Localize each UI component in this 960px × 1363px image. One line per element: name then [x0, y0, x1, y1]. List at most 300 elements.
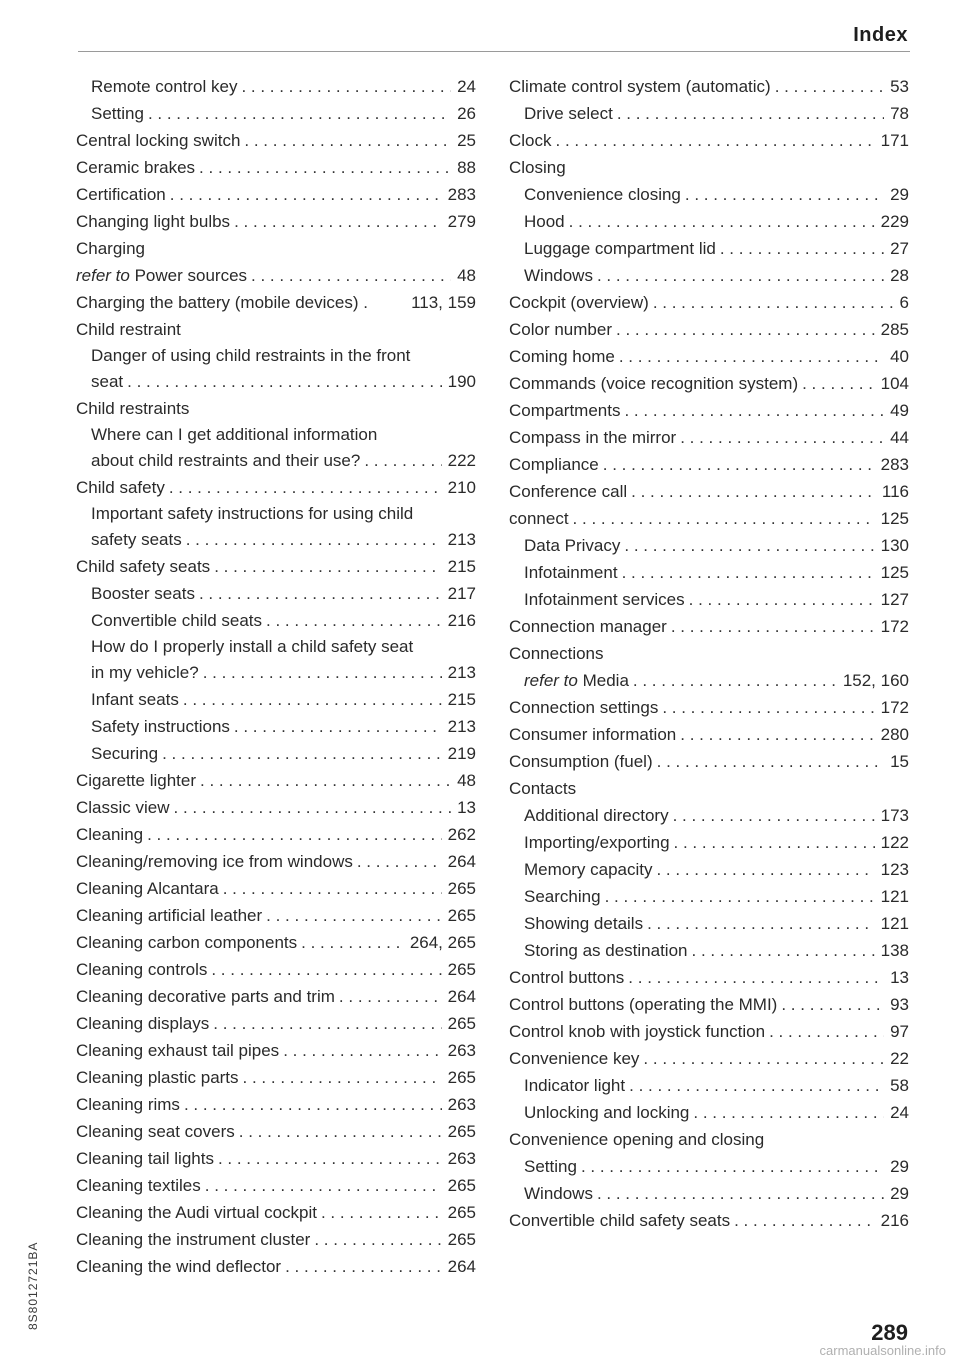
index-entry	[509, 802, 909, 829]
index-entry	[76, 553, 476, 580]
dot-leader	[243, 1064, 442, 1091]
index-entry	[509, 424, 909, 451]
dot-leader	[680, 721, 874, 748]
index-entry	[509, 370, 909, 397]
index-entry-text: Connections	[509, 644, 604, 663]
index-entry	[76, 447, 476, 474]
index-entry-page: 125	[880, 563, 909, 582]
index-entry-text: Safety instructions	[91, 717, 230, 736]
index-entry	[76, 956, 476, 983]
index-entry-page: 15	[890, 752, 909, 771]
document-code: 8S8012721BA	[26, 1241, 40, 1330]
index-entry	[76, 422, 476, 447]
index-entry-text: Cigarette lighter	[76, 771, 197, 790]
index-entry-label	[76, 1091, 180, 1118]
index-entry-label	[76, 181, 166, 208]
index-entry-page: 113, 159	[411, 293, 476, 312]
index-entry-page: 25	[457, 131, 476, 150]
index-entry	[76, 1199, 476, 1226]
index-entry-text: Infotainment services	[524, 590, 685, 609]
index-entry-text: Cleaning carbon components	[76, 933, 298, 952]
index-entry-page: 28	[890, 266, 909, 285]
index-entry-text: Consumer information	[509, 725, 677, 744]
index-entry	[509, 1207, 909, 1234]
index-entry-page: 263	[447, 1149, 476, 1168]
index-entry-text: Memory capacity	[524, 860, 653, 879]
index-entry-page: 216	[447, 611, 476, 630]
dot-leader	[802, 370, 875, 397]
index-entry-text: Data Privacy	[524, 536, 621, 555]
index-entry-label	[509, 748, 653, 775]
index-entry	[509, 721, 909, 748]
index-entry	[509, 1072, 909, 1099]
dot-leader	[619, 343, 884, 370]
dot-leader	[184, 1091, 442, 1118]
index-entry-text: Cleaning controls	[76, 960, 208, 979]
index-entry	[76, 1118, 476, 1145]
index-entry-text: Child restraint	[76, 320, 181, 339]
index-entry-page: 215	[447, 557, 476, 576]
index-entry-page: 263	[447, 1095, 476, 1114]
index-entry-text: Danger of using child restraints in the front	[91, 346, 411, 365]
index-entry-text: Color number	[509, 320, 612, 339]
index-entry-page: 222	[447, 451, 476, 470]
index-entry-label	[76, 127, 240, 154]
index-entry-page: 29	[890, 1157, 909, 1176]
index-entry	[509, 937, 909, 964]
index-entry-label	[509, 397, 620, 424]
dot-leader	[720, 235, 884, 262]
index-entry	[76, 501, 476, 526]
index-entry-text: Storing as destination	[524, 941, 688, 960]
index-entry-label	[509, 316, 612, 343]
index-entry	[76, 368, 476, 395]
index-entry	[76, 289, 476, 316]
index-entry-label	[76, 1010, 209, 1037]
dot-leader	[617, 100, 884, 127]
index-entry-label	[509, 640, 604, 667]
dot-leader	[693, 1099, 884, 1126]
index-entry	[509, 991, 909, 1018]
index-entry	[509, 262, 909, 289]
index-entry	[509, 100, 909, 127]
dot-leader	[647, 910, 875, 937]
index-entry-text: Cleaning artificial leather	[76, 906, 263, 925]
dot-leader	[223, 875, 442, 902]
index-entry	[509, 343, 909, 370]
index-entry-page: 216	[880, 1211, 909, 1230]
index-entry-page: 29	[890, 1184, 909, 1203]
index-entry	[76, 580, 476, 607]
index-entry-text: Conference call	[509, 482, 628, 501]
index-entry-page: 22	[890, 1049, 909, 1068]
index-entry-page: 130	[880, 536, 909, 555]
index-entry-label	[91, 368, 123, 395]
index-entry-page: 280	[880, 725, 909, 744]
index-entry-text: Cleaning plastic parts	[76, 1068, 239, 1087]
index-entry	[509, 613, 909, 640]
index-entry-label	[91, 607, 262, 634]
index-entry-label	[524, 802, 669, 829]
dot-leader	[183, 686, 442, 713]
index-entry-label	[509, 424, 676, 451]
index-entry	[76, 100, 476, 127]
index-entry	[76, 181, 476, 208]
index-entry	[76, 1091, 476, 1118]
index-entry	[509, 127, 909, 154]
dot-leader	[314, 1226, 441, 1253]
index-entry	[76, 235, 476, 262]
cross-reference-prefix: refer to	[524, 671, 578, 690]
dot-leader	[200, 767, 451, 794]
index-entry-text: Securing	[91, 744, 159, 763]
index-entry-page: 138	[880, 941, 909, 960]
page-title: Index	[853, 24, 908, 46]
dot-leader	[174, 794, 452, 821]
dot-leader	[622, 559, 875, 586]
index-entry-text: Convenience closing	[524, 185, 681, 204]
index-entry-page: 122	[880, 833, 909, 852]
index-entry-page: 283	[880, 455, 909, 474]
dot-leader	[203, 659, 442, 686]
index-entry	[509, 1153, 909, 1180]
index-entry	[76, 1064, 476, 1091]
index-entry	[509, 775, 909, 802]
index-entry-page: 6	[899, 293, 909, 312]
index-entry-text: about child restraints and their use?	[91, 451, 361, 470]
index-entry-text: Cleaning the instrument cluster	[76, 1230, 311, 1249]
dot-leader	[775, 73, 884, 100]
index-entry-text: Central locking switch	[76, 131, 241, 150]
index-entry	[76, 740, 476, 767]
dot-leader	[234, 713, 442, 740]
index-entry-text: Cleaning seat covers	[76, 1122, 235, 1141]
index-entry-page: 152, 160	[842, 671, 909, 690]
dot-leader	[674, 829, 875, 856]
index-entry-label	[524, 181, 681, 208]
dot-leader	[251, 262, 451, 289]
index-entry-text: Changing light bulbs	[76, 212, 231, 231]
index-entry-label	[524, 667, 629, 694]
index-entry-label	[509, 964, 624, 991]
index-entry-page: 97	[890, 1022, 909, 1041]
index-entry	[76, 929, 476, 956]
dot-leader	[656, 856, 874, 883]
index-entry-page: 265	[447, 960, 476, 979]
index-entry-label	[76, 1172, 201, 1199]
index-entry	[76, 1037, 476, 1064]
index-entry	[76, 316, 476, 343]
dot-leader	[692, 937, 875, 964]
index-entry-text: Convenience key	[509, 1049, 640, 1068]
dot-leader	[556, 127, 875, 154]
index-entry-label	[509, 1207, 730, 1234]
index-column-right	[509, 73, 909, 1234]
index-entry-text: seat	[91, 372, 124, 391]
index-entry-text: Climate control system (automatic)	[509, 77, 771, 96]
index-entry	[509, 505, 909, 532]
dot-leader	[643, 1045, 884, 1072]
index-entry	[509, 640, 909, 667]
index-entry-text: Important safety instructions for using child	[91, 504, 414, 523]
index-entry-label	[524, 1072, 625, 1099]
index-entry-text: Control buttons (operating the MMI)	[509, 995, 778, 1014]
index-entry-page: 173	[880, 806, 909, 825]
index-entry-label	[509, 775, 576, 802]
index-entry	[509, 964, 909, 991]
index-entry	[76, 634, 476, 659]
index-entry-text: Convertible child safety seats	[509, 1211, 731, 1230]
index-entry	[509, 856, 909, 883]
index-entry-label	[76, 902, 262, 929]
index-entry	[509, 910, 909, 937]
index-entry-text: Connection manager	[509, 617, 667, 636]
index-entry-text: Commands (voice recognition system)	[509, 374, 799, 393]
dot-leader	[148, 100, 451, 127]
index-entry-text: Cleaning/removing ice from windows	[76, 852, 353, 871]
index-entry	[76, 474, 476, 501]
index-entry-text: Power sources	[134, 266, 248, 285]
dot-leader	[266, 607, 442, 634]
dot-leader	[671, 613, 875, 640]
index-entry-text: Cleaning the wind deflector	[76, 1257, 282, 1276]
dot-leader	[573, 505, 875, 532]
dot-leader	[211, 956, 441, 983]
index-entry	[76, 1253, 476, 1280]
index-entry-label	[509, 1126, 764, 1153]
index-entry-page: 58	[890, 1076, 909, 1095]
index-entry-text: Convenience opening and closing	[509, 1130, 765, 1149]
index-entry-page: 93	[890, 995, 909, 1014]
index-entry-page: 265	[447, 906, 476, 925]
index-entry	[76, 1145, 476, 1172]
index-entry	[509, 829, 909, 856]
index-entry-label	[76, 983, 335, 1010]
index-entry	[509, 748, 909, 775]
dot-leader	[657, 748, 884, 775]
index-entry-text: Compass in the mirror	[509, 428, 677, 447]
index-entry-page: 127	[880, 590, 909, 609]
index-entry-label	[91, 447, 360, 474]
index-entry	[76, 1010, 476, 1037]
index-entry-page: 49	[890, 401, 909, 420]
index-entry-page: 121	[880, 914, 909, 933]
index-entry-text: Cleaning displays	[76, 1014, 210, 1033]
index-entry	[509, 1018, 909, 1045]
index-entry-label	[91, 659, 199, 686]
dot-leader	[673, 802, 875, 829]
dot-leader	[244, 127, 451, 154]
dot-leader	[597, 1180, 884, 1207]
dot-leader	[781, 991, 884, 1018]
index-entry-page: 44	[890, 428, 909, 447]
index-entry-text: Cleaning tail lights	[76, 1149, 214, 1168]
dot-leader	[218, 1145, 442, 1172]
dot-leader	[653, 289, 894, 316]
index-entry-page: 265	[447, 1068, 476, 1087]
index-entry-text: Cleaning the Audi virtual cockpit	[76, 1203, 317, 1222]
index-entry-label	[524, 100, 613, 127]
index-entry-label	[509, 127, 552, 154]
index-entry-text: Child safety	[76, 478, 165, 497]
index-entry-text: Booster seats	[91, 584, 195, 603]
index-entry-label	[509, 451, 599, 478]
index-entry-text: Windows	[524, 1184, 593, 1203]
index-entry-page: 265	[447, 1122, 476, 1141]
index-entry-page: 283	[447, 185, 476, 204]
index-entry-text: Cleaning Alcantara	[76, 879, 219, 898]
index-entry-text: Cleaning decorative parts and trim	[76, 987, 335, 1006]
index-entry-text: Where can I get additional information	[91, 425, 378, 444]
index-entry-page: 125	[880, 509, 909, 528]
index-entry-label	[509, 1045, 639, 1072]
index-entry-text: Windows	[524, 266, 593, 285]
index-entry-page: 264	[447, 987, 476, 1006]
index-entry	[76, 73, 476, 100]
index-entry-label	[524, 883, 601, 910]
index-entry-text: Child safety seats	[76, 557, 211, 576]
index-entry	[76, 262, 476, 289]
index-entry-page: 29	[890, 185, 909, 204]
index-entry-text: Cleaning textiles	[76, 1176, 201, 1195]
index-entry-label	[76, 1037, 279, 1064]
dot-leader	[234, 208, 442, 235]
index-entry-text: Hood	[524, 212, 565, 231]
index-entry-label	[76, 1253, 281, 1280]
index-entry-text: Cleaning rims	[76, 1095, 180, 1114]
index-entry	[509, 235, 909, 262]
index-entry-text: Contacts	[509, 779, 577, 798]
index-entry-label	[76, 208, 230, 235]
index-entry-text: safety seats	[91, 530, 182, 549]
index-entry-page: 24	[890, 1103, 909, 1122]
index-entry-text: Classic view	[76, 798, 170, 817]
index-entry-page: 217	[447, 584, 476, 603]
index-entry	[76, 526, 476, 553]
dot-leader	[186, 526, 442, 553]
index-entry-page: 13	[457, 798, 476, 817]
dot-leader	[357, 848, 442, 875]
header-divider	[78, 51, 910, 52]
index-entry-page: 48	[457, 771, 476, 790]
index-entry-label	[509, 721, 676, 748]
index-entry-label	[76, 1064, 239, 1091]
dot-leader	[680, 424, 884, 451]
index-entry-label	[91, 686, 179, 713]
index-entry-page: 172	[880, 698, 909, 717]
index-entry	[76, 902, 476, 929]
dot-leader	[624, 532, 874, 559]
dot-leader	[616, 316, 875, 343]
index-entry	[76, 983, 476, 1010]
index-entry-label	[76, 262, 247, 289]
dot-leader	[689, 586, 875, 613]
index-entry-label	[509, 343, 615, 370]
dot-leader	[581, 1153, 884, 1180]
index-entry	[76, 686, 476, 713]
index-entry-page: 40	[890, 347, 909, 366]
dot-leader	[603, 451, 875, 478]
dot-leader	[266, 902, 441, 929]
index-entry-label	[76, 1226, 310, 1253]
index-entry-page: 210	[447, 478, 476, 497]
dot-leader	[169, 474, 442, 501]
index-entry-text: Media	[582, 671, 629, 690]
index-entry	[76, 154, 476, 181]
index-entry-label	[524, 856, 652, 883]
index-entry-text: Drive select	[524, 104, 613, 123]
index-entry-label	[76, 235, 145, 262]
dot-leader	[285, 1253, 442, 1280]
index-entry	[509, 667, 909, 694]
dot-leader	[239, 1118, 442, 1145]
index-entry-page: 172	[880, 617, 909, 636]
index-entry-label	[76, 289, 368, 316]
index-entry	[509, 316, 909, 343]
index-entry-text: Additional directory	[524, 806, 669, 825]
index-entry-text: Luggage compartment lid	[524, 239, 716, 258]
index-entry-text: Charging the battery (mobile devices) .	[76, 293, 368, 312]
dot-leader	[569, 208, 875, 235]
index-entry-label	[524, 1153, 577, 1180]
index-entry-label	[509, 1018, 765, 1045]
index-entry-label	[76, 794, 170, 821]
index-entry-label	[76, 767, 196, 794]
dot-leader	[633, 667, 837, 694]
index-entry-page: 123	[880, 860, 909, 879]
index-entry-text: Charging	[76, 239, 145, 258]
index-entry-text: Convertible child seats	[91, 611, 263, 630]
index-entry-label	[76, 1118, 235, 1145]
index-entry	[509, 1180, 909, 1207]
index-entry-page: 262	[447, 825, 476, 844]
index-entry-page: 265	[447, 879, 476, 898]
index-entry	[509, 154, 909, 181]
index-entry	[76, 607, 476, 634]
index-entry-page: 213	[447, 717, 476, 736]
index-entry-label	[76, 154, 195, 181]
index-entry-label	[509, 370, 798, 397]
dot-leader	[631, 478, 876, 505]
dot-leader	[241, 73, 451, 100]
index-entry-page: 213	[447, 530, 476, 549]
index-entry-label	[76, 316, 181, 343]
index-entry-text: Infotainment	[524, 563, 618, 582]
index-entry	[509, 208, 909, 235]
index-entry-text: Setting	[91, 104, 144, 123]
index-entry-page: 53	[890, 77, 909, 96]
index-entry-label	[76, 821, 143, 848]
index-entry-text: Closing	[509, 158, 566, 177]
index-entry-page: 264	[447, 1257, 476, 1276]
index-entry-label	[524, 532, 620, 559]
index-entry	[76, 127, 476, 154]
index-entry-page: 190	[447, 372, 476, 391]
dot-leader	[662, 694, 874, 721]
index-entry-label	[524, 262, 593, 289]
index-entry-page: 265	[447, 1014, 476, 1033]
index-entry-text: Showing details	[524, 914, 644, 933]
index-entry-label	[76, 1145, 214, 1172]
dot-leader	[199, 580, 442, 607]
index-entry	[76, 821, 476, 848]
index-entry	[509, 1045, 909, 1072]
index-entry	[509, 289, 909, 316]
dot-leader	[127, 368, 441, 395]
index-entry-label	[524, 910, 643, 937]
dot-leader	[162, 740, 442, 767]
dot-leader	[321, 1199, 442, 1226]
